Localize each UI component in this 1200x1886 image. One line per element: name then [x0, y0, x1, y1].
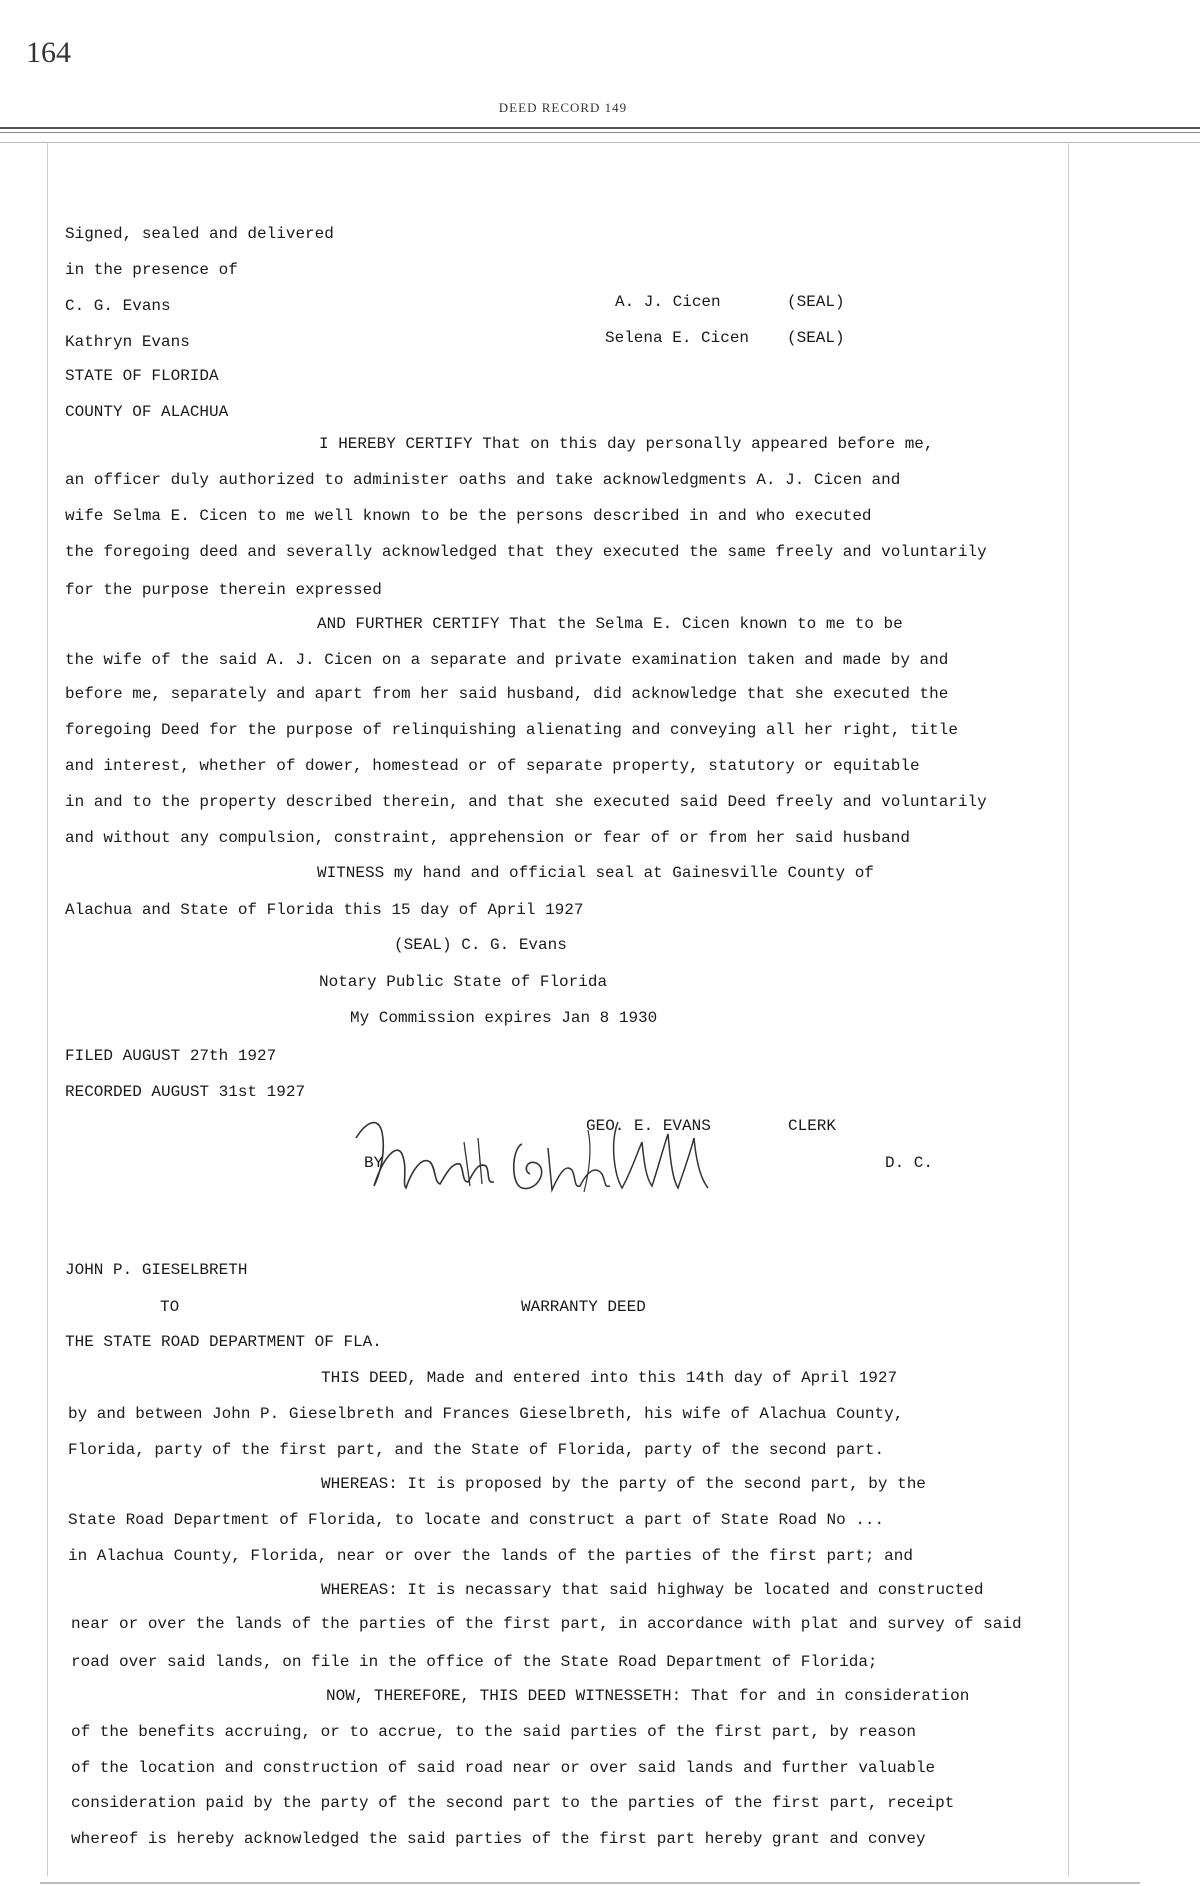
further-certify-line: before me, separately and apart from her said husband, did acknowledge that she executed the: [65, 685, 949, 703]
signer-seal-1: (SEAL): [787, 293, 845, 311]
certify-line: for the purpose therein expressed: [65, 581, 382, 599]
deed-body-line: in Alachua County, Florida, near or over the lands of the parties of the first part; and: [68, 1547, 913, 1565]
signer-name-1: A. J. Cicen: [615, 293, 721, 311]
deed-body-line: WHEREAS: It is necassary that said highway be located and constructed: [321, 1581, 984, 1599]
header-title: DEED RECORD 149: [498, 100, 628, 115]
clerk-title: CLERK: [788, 1117, 837, 1135]
deed-body-line: WHEREAS: It is proposed by the party of the second part, by the: [321, 1475, 926, 1493]
header-rule-tertiary: [0, 142, 1200, 143]
presence-line: in the presence of: [65, 261, 238, 279]
deed-body-line: Florida, party of the first part, and the State of Florida, party of the second part.: [68, 1441, 885, 1459]
left-margin-line: [47, 142, 48, 1876]
certify-line: wife Selma E. Cicen to me well known to be the persons described in and who executed: [65, 507, 872, 525]
deed-body-line: consideration paid by the party of the second part to the parties of the first part, receipt: [71, 1794, 955, 1812]
certify-line: an officer duly authorized to administer oaths and take acknowledgments A. J. Cicen and: [65, 471, 901, 489]
witness-hand-line: WITNESS my hand and official seal at Gainesville County of: [317, 864, 874, 882]
further-certify-line: AND FURTHER CERTIFY That the Selma E. Cicen known to me to be: [317, 615, 903, 633]
notary-title: Notary Public State of Florida: [319, 973, 608, 991]
deed-body-line: State Road Department of Florida, to locate and construct a part of State Road No ...: [68, 1511, 885, 1529]
right-margin-line: [1068, 142, 1069, 1876]
signed-line: Signed, sealed and delivered: [65, 225, 334, 243]
grantee-name: THE STATE ROAD DEPARTMENT OF FLA.: [65, 1333, 382, 1351]
recorded-date: RECORDED AUGUST 31st 1927: [65, 1083, 306, 1101]
signer-seal-2: (SEAL): [787, 329, 845, 347]
commission-expiry: My Commission expires Jan 8 1930: [350, 1009, 658, 1027]
witness-hand-line: Alachua and State of Florida this 15 day of April 1927: [65, 901, 584, 919]
deed-body-line: THIS DEED, Made and entered into this 14th day of April 1927: [321, 1369, 898, 1387]
header-rule: [0, 127, 1200, 129]
signer-name-2: Selena E. Cicen: [605, 329, 750, 347]
county-heading: COUNTY OF ALACHUA: [65, 403, 229, 421]
state-heading: STATE OF FLORIDA: [65, 367, 219, 385]
certify-line: I HEREBY CERTIFY That on this day personally appeared before me,: [319, 435, 934, 453]
deed-type: WARRANTY DEED: [521, 1298, 646, 1316]
deed-body-line: by and between John P. Gieselbreth and Frances Gieselbreth, his wife of Alachua County,: [68, 1405, 904, 1423]
filed-date: FILED AUGUST 27th 1927: [65, 1047, 277, 1065]
deed-body-line: of the benefits accruing, or to accrue, to the said parties of the first part, by reason: [71, 1723, 916, 1741]
deed-body-line: near or over the lands of the parties of the first part, in accordance with plat and survey of said: [71, 1615, 1022, 1633]
further-certify-line: and without any compulsion, constraint, apprehension or fear of or from her said husband: [65, 829, 910, 847]
to-label: TO: [160, 1298, 180, 1316]
further-certify-line: in and to the property described therein, and that she executed said Deed freely and voluntarily: [65, 793, 987, 811]
further-certify-line: and interest, whether of dower, homestead or of separate property, statutory or equitable: [65, 757, 920, 775]
further-certify-line: the wife of the said A. J. Cicen on a separate and private examination taken and made by and: [65, 651, 949, 669]
notary-seal-signature: (SEAL) C. G. Evans: [394, 936, 567, 954]
header-rule-secondary: [0, 132, 1200, 133]
clerk-name: GEO. E. EVANS: [586, 1117, 711, 1135]
bottom-edge-line: [40, 1882, 1140, 1884]
witness-name-2: Kathryn Evans: [65, 333, 190, 351]
further-certify-line: foregoing Deed for the purpose of relinquishing alienating and conveying all her right, title: [65, 721, 958, 739]
page-number: 164: [26, 36, 71, 69]
grantor-name: JOHN P. GIESELBRETH: [65, 1261, 248, 1279]
by-label: BY: [364, 1154, 384, 1172]
deputy-clerk-label: D. C.: [885, 1154, 934, 1172]
deed-body-line: of the location and construction of said road near or over said lands and further valuable: [71, 1759, 936, 1777]
deed-body-line: whereof is hereby acknowledged the said parties of the first part hereby grant and convey: [71, 1830, 926, 1848]
deed-body-line: NOW, THEREFORE, THIS DEED WITNESSETH: That for and in consideration: [326, 1687, 970, 1705]
deed-body-line: road over said lands, on file in the office of the State Road Department of Florida;: [71, 1653, 878, 1671]
witness-name-1: C. G. Evans: [65, 297, 171, 315]
deputy-clerk-signature: [352, 1108, 752, 1204]
certify-line: the foregoing deed and severally acknowledged that they executed the same freely and voluntarily: [65, 543, 987, 561]
